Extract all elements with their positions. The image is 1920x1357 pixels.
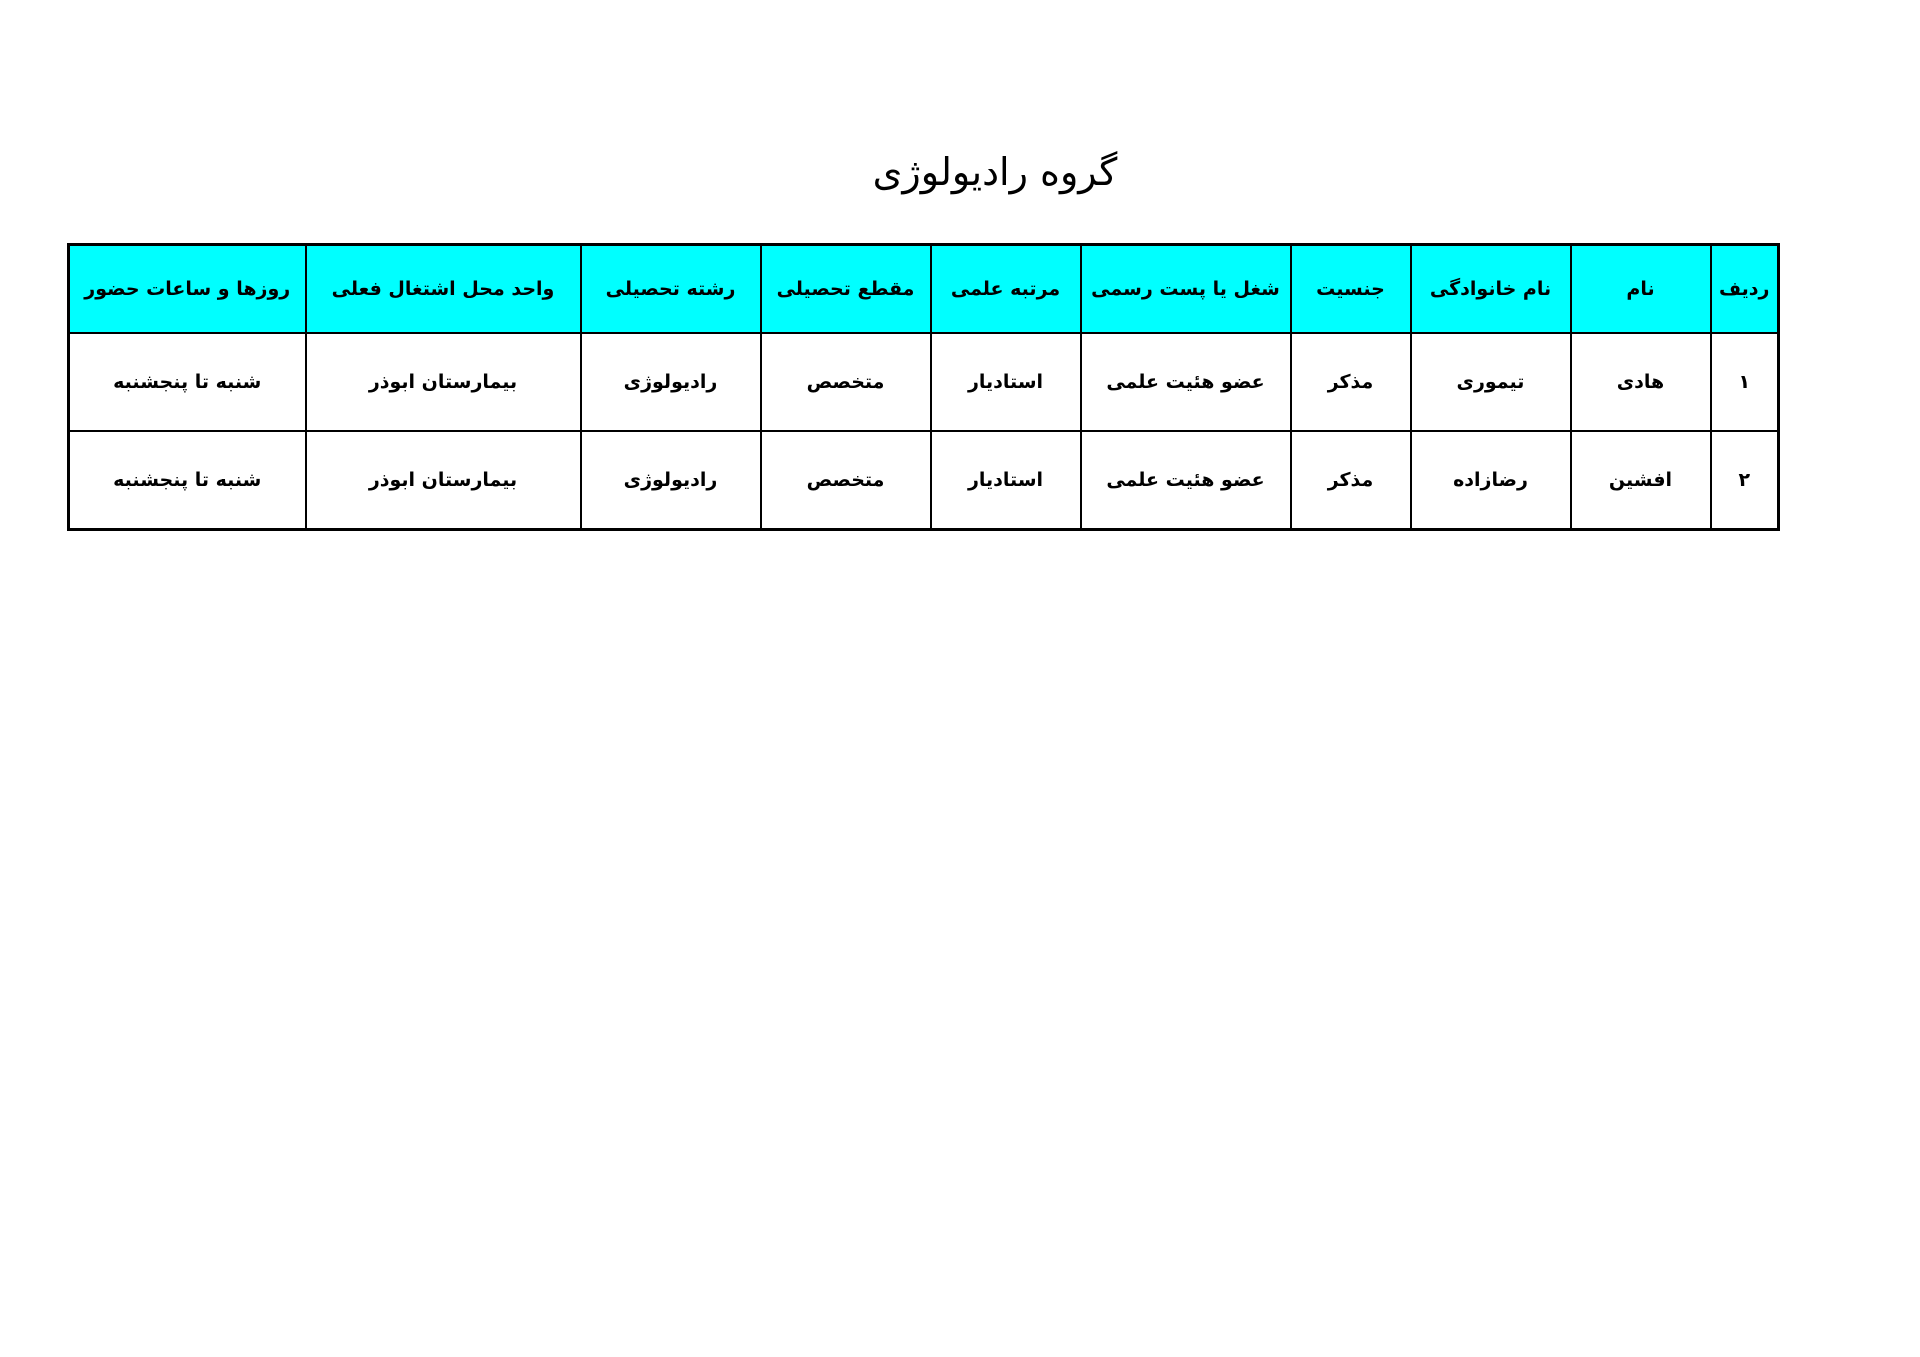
- column-header-gender: جنسیت: [1291, 245, 1411, 334]
- staff-table: [67, 243, 1780, 531]
- staff-table-container: [84, 243, 1780, 531]
- cell-name: هادی: [1571, 333, 1711, 431]
- column-header-academic-rank: مرتبه علمی: [931, 245, 1081, 334]
- column-header-post: شغل یا پست رسمی: [1081, 245, 1291, 334]
- cell-radif: ۲: [1711, 431, 1779, 530]
- cell-attendance-days: شنبه تا پنجشنبه: [69, 333, 306, 431]
- cell-post: عضو هئیت علمی: [1081, 333, 1291, 431]
- table-row: [69, 431, 1779, 530]
- cell-radif: ۱: [1711, 333, 1779, 431]
- column-header-family: نام خانوادگی: [1411, 245, 1571, 334]
- cell-academic-rank: استادیار: [931, 333, 1081, 431]
- column-header-attendance-days: روزها و ساعات حضور: [69, 245, 306, 334]
- table-row: [69, 333, 1779, 431]
- table-body: [69, 333, 1779, 530]
- column-header-field-of-study: رشته تحصیلی: [581, 245, 761, 334]
- table-header-row: [69, 245, 1779, 334]
- cell-field-of-study: رادیولوژی: [581, 431, 761, 530]
- column-header-name: نام: [1571, 245, 1711, 334]
- cell-education-level: متخصص: [761, 333, 931, 431]
- cell-family: رضازاده: [1411, 431, 1571, 530]
- table-header: [69, 245, 1779, 334]
- cell-field-of-study: رادیولوژی: [581, 333, 761, 431]
- cell-education-level: متخصص: [761, 431, 931, 530]
- cell-gender: مذکر: [1291, 333, 1411, 431]
- cell-gender: مذکر: [1291, 431, 1411, 530]
- column-header-radif: ردیف: [1711, 245, 1779, 334]
- column-header-workplace: واحد محل اشتغال فعلی: [306, 245, 581, 334]
- column-header-education-level: مقطع تحصیلی: [761, 245, 931, 334]
- cell-family: تیموری: [1411, 333, 1571, 431]
- cell-attendance-days: شنبه تا پنجشنبه: [69, 431, 306, 530]
- cell-post: عضو هئیت علمی: [1081, 431, 1291, 530]
- cell-name: افشین: [1571, 431, 1711, 530]
- cell-academic-rank: استادیار: [931, 431, 1081, 530]
- page-title-text: گروه رادیولوژی: [872, 150, 1118, 194]
- page-title: [0, 150, 1920, 194]
- cell-workplace: بیمارستان ابوذر: [306, 431, 581, 530]
- cell-workplace: بیمارستان ابوذر: [306, 333, 581, 431]
